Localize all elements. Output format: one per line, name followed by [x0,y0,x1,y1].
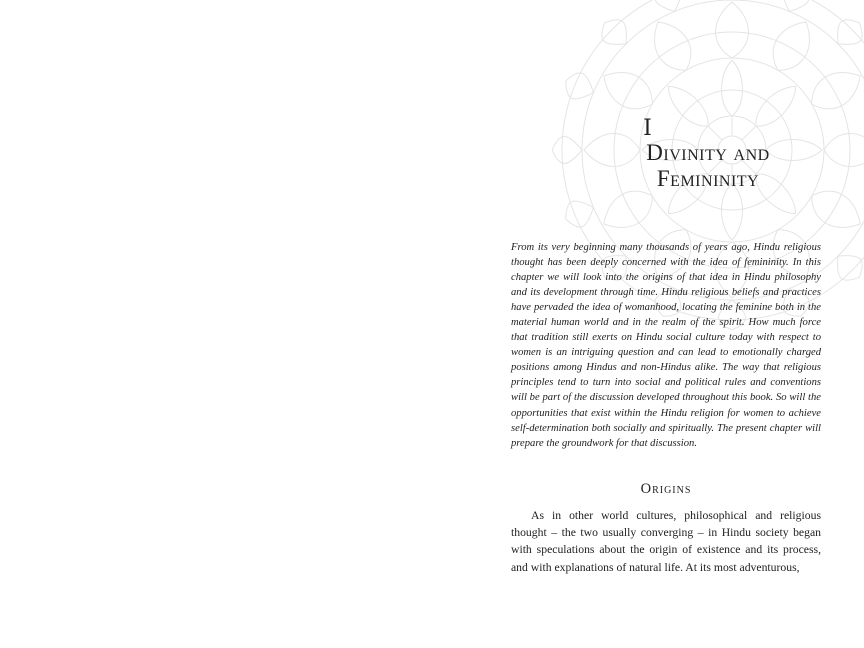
chapter-intro-paragraph: From its very beginning many thousands of years ago, Hindu religious thought has been deeply concerned with the idea of femininity. In this chapter we will look into the origins of that idea in Hindu philosophy and its development through time. Hindu religious beliefs and practices have pervaded the idea of womanhood, locating the feminine both in the material human world and in the realm of the spirit. How much force that tradition still exerts on Hindu social culture today with respect to women is an intriguing question and can lead to emotionally charged positions among Hindus and non-Hindus alike. The way that religious principles tend to turn into social and political rules and conventions will be part of the discussion developed throughout this book. So will the opportunities that exist within the Hindu religion for women to achieve self-determination both socially and spiritually. The present chapter will prepare the groundwork for that discussion. [511,242,821,449]
right-page [432,0,864,648]
chapter-title-line-2: Femininity [656,166,760,191]
section-body-paragraph: As in other world cultures, philosophical and religious thought – the two usually converging – in Hindu society began with speculations about the origin of existence and its process, and with explanations of natural life. At its most adventurous, [511,509,821,574]
section-heading: Origins [640,481,692,497]
chapter-number: I [643,116,653,141]
chapter-title-line-1: Divinity and [646,140,770,165]
chapter-title [552,140,864,192]
